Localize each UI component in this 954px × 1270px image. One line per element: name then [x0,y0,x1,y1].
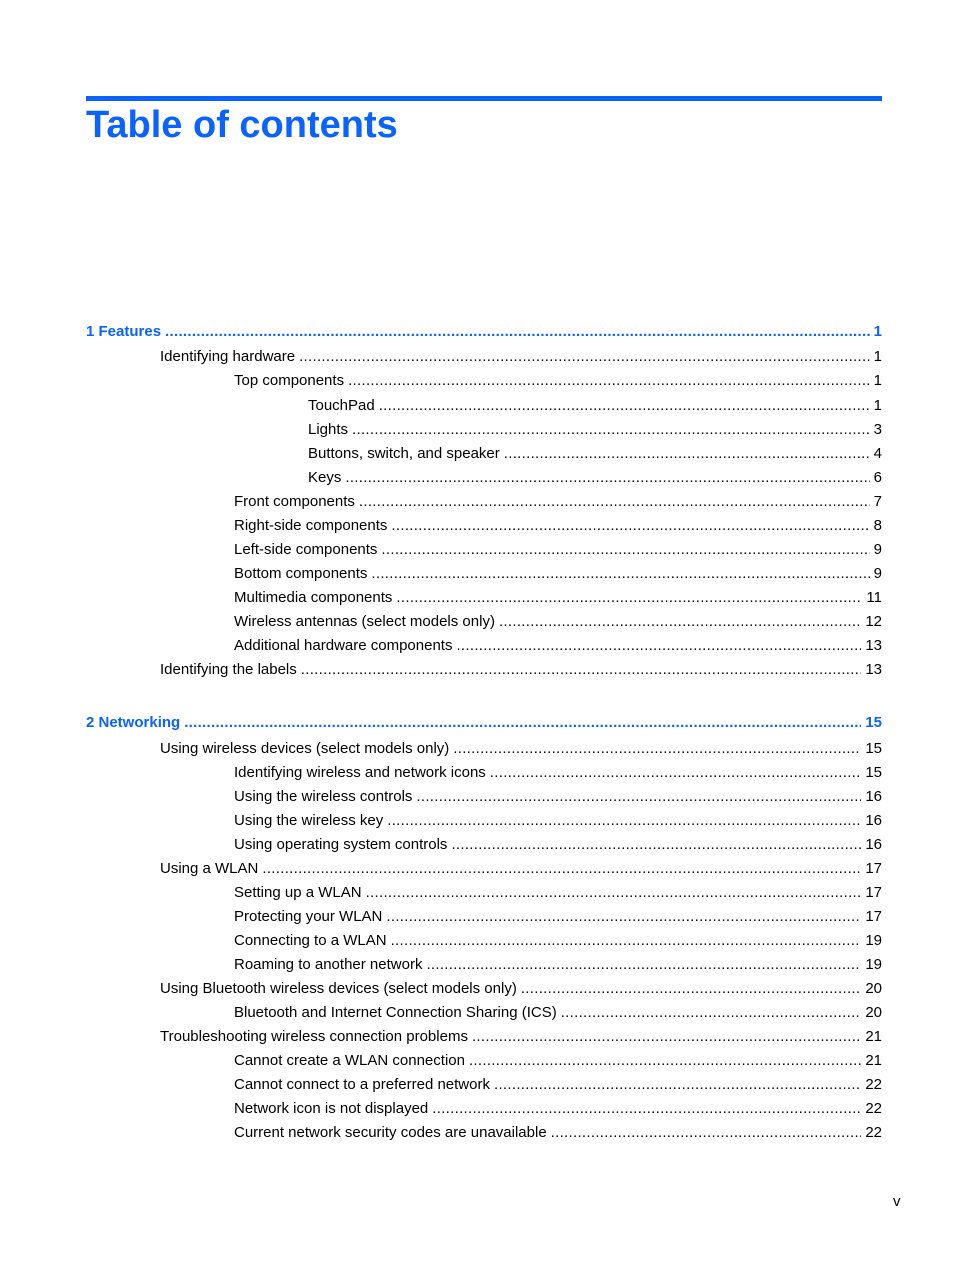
toc-entry-page-number: 7 [873,493,882,510]
toc-entry-page-number: 13 [865,637,882,654]
toc-entry-page-number: 16 [865,788,882,805]
toc-chapter-entry[interactable] [86,713,882,733]
toc-entry-title: Using the wireless key [234,812,384,829]
toc-entry-page-number: 19 [865,956,882,973]
toc-entry[interactable] [86,907,882,927]
toc-dot-leader [379,396,870,416]
toc-entry[interactable] [86,492,882,512]
toc-entry-title: Right-side components [234,517,388,534]
toc-entry-title: Front components [234,493,355,510]
toc-entry-page-number: 15 [865,764,882,781]
toc-entry[interactable] [86,1075,882,1095]
toc-dot-leader [299,347,870,367]
toc-dot-leader [387,811,861,831]
toc-entry[interactable] [86,347,882,367]
toc-entry[interactable] [86,540,882,560]
toc-dot-leader [453,739,861,759]
toc-dot-leader [386,907,861,927]
toc-dot-leader [499,612,861,632]
toc-entry-title: TouchPad [308,397,375,414]
toc-entry-title: Current network security codes are unavailable [234,1124,547,1141]
toc-entry-title: Buttons, switch, and speaker [308,445,500,462]
toc-dot-leader [451,835,861,855]
toc-entry-title: 1 Features [86,323,162,340]
toc-dot-leader [561,1003,862,1023]
toc-dot-leader [416,787,861,807]
toc-entry-page-number: 9 [873,565,882,582]
toc-dot-leader [472,1027,861,1047]
toc-entry-title: Top components [234,372,345,389]
toc-entry[interactable] [86,371,882,391]
toc-entry[interactable] [86,811,882,831]
toc-entry-title: Roaming to another network [234,956,423,973]
toc-dot-leader [504,444,870,464]
toc-entry-page-number: 19 [865,932,882,949]
toc-entry[interactable] [86,955,882,975]
toc-entry[interactable] [86,931,882,951]
toc-entry-title: Lights [308,421,349,438]
toc-entry-page-number: 22 [865,1124,882,1141]
toc-entry-title: Network icon is not displayed [234,1100,429,1117]
toc-entry-page-number: 12 [865,613,882,630]
toc-dot-leader [456,636,861,656]
toc-entry-page-number: 1 [873,348,882,365]
toc-dot-leader [490,763,862,783]
toc-entry[interactable] [86,396,882,416]
toc-chapter-entry[interactable] [86,322,882,342]
toc-entry-title: 2 Networking [86,714,181,731]
toc-entry-page-number: 16 [865,836,882,853]
page-title: Table of contents [86,104,398,146]
toc-entry-title: Bottom components [234,565,368,582]
toc-entry-title: Identifying the labels [160,661,297,678]
toc-entry-title: Cannot connect to a preferred network [234,1076,490,1093]
toc-entry-page-number: 13 [865,661,882,678]
toc-dot-leader [551,1123,862,1143]
toc-dot-leader [426,955,861,975]
toc-entry-title: Using the wireless controls [234,788,413,805]
title-rule [86,96,882,101]
toc-entry-page-number: 3 [873,421,882,438]
toc-dot-leader [262,859,861,879]
toc-entry-page-number: 6 [873,469,882,486]
toc-dot-leader [345,468,869,488]
toc-entry[interactable] [86,1027,882,1047]
toc-dot-leader [391,516,869,536]
toc-entry-title: Wireless antennas (select models only) [234,613,495,630]
toc-entry-title: Protecting your WLAN [234,908,383,925]
toc-entry-page-number: 8 [873,517,882,534]
toc-entry-page-number: 1 [873,372,882,389]
toc-dot-leader [469,1051,861,1071]
toc-entry-title: Bluetooth and Internet Connection Sharing (ICS) [234,1004,557,1021]
toc-entry-title: Cannot create a WLAN connection [234,1052,465,1069]
toc-entry[interactable] [86,1123,882,1143]
toc-entry[interactable] [86,1051,882,1071]
toc-entry-title: Multimedia components [234,589,393,606]
toc-entry[interactable] [86,787,882,807]
toc-entry-title: Using operating system controls [234,836,448,853]
toc-entry[interactable] [86,420,882,440]
toc-entry[interactable] [86,835,882,855]
toc-entry[interactable] [86,660,882,680]
toc-dot-leader [366,883,862,903]
toc-entry-title: Troubleshooting wireless connection problems [160,1028,468,1045]
toc-entry-page-number: 17 [865,884,882,901]
toc-entry-page-number: 1 [873,323,882,340]
toc-entry[interactable] [86,516,882,536]
toc-entry[interactable] [86,588,882,608]
toc-entry-title: Using a WLAN [160,860,259,877]
toc-dot-leader [391,931,862,951]
toc-entry[interactable] [86,883,882,903]
toc-entry-page-number: 16 [865,812,882,829]
toc-dot-leader [352,420,870,440]
toc-entry[interactable] [86,636,882,656]
toc-dot-leader [301,660,862,680]
toc-entry-page-number: 20 [865,980,882,997]
toc-entry-title: Keys [308,469,342,486]
toc-entry[interactable] [86,1099,882,1119]
toc-dot-leader [184,713,861,733]
toc-entry-title: Connecting to a WLAN [234,932,387,949]
toc-entry[interactable] [86,763,882,783]
toc-entry-page-number: 4 [873,445,882,462]
toc-dot-leader [371,564,869,584]
toc-entry[interactable] [86,468,882,488]
toc-entry-title: Using wireless devices (select models only) [160,740,450,757]
toc-entry-title: Additional hardware components [234,637,453,654]
toc-entry-title: Identifying wireless and network icons [234,764,486,781]
toc-entry-title: Setting up a WLAN [234,884,362,901]
toc-entry[interactable] [86,859,882,879]
page-folio: v [893,1193,901,1210]
toc-dot-leader [348,371,870,391]
toc-entry-page-number: 1 [873,397,882,414]
toc-entry[interactable] [86,444,882,464]
toc-entry[interactable] [86,739,882,759]
toc-entry[interactable] [86,612,882,632]
toc-entry-page-number: 17 [865,860,882,877]
toc-entry-title: Identifying hardware [160,348,296,365]
toc-entry[interactable] [86,1003,882,1023]
toc-entry-page-number: 20 [865,1004,882,1021]
toc-entry-page-number: 15 [865,740,882,757]
toc-dot-leader [359,492,870,512]
toc-entry-title: Using Bluetooth wireless devices (select models only) [160,980,517,997]
toc-dot-leader [165,322,870,342]
toc-dot-leader [521,979,861,999]
toc-entry-title: Left-side components [234,541,378,558]
toc-entry-page-number: 15 [865,714,882,731]
toc-entry-page-number: 17 [865,908,882,925]
toc-dot-leader [432,1099,861,1119]
toc-entry-page-number: 22 [865,1100,882,1117]
toc-entry-page-number: 21 [865,1052,882,1069]
toc-dot-leader [494,1075,861,1095]
toc-entry-page-number: 22 [865,1076,882,1093]
toc-entry-page-number: 21 [865,1028,882,1045]
toc-entry[interactable] [86,564,882,584]
toc-dot-leader [396,588,862,608]
toc-entry[interactable] [86,979,882,999]
toc-dot-leader [381,540,869,560]
toc-entry-page-number: 9 [873,541,882,558]
toc-entry-page-number: 11 [866,589,882,606]
